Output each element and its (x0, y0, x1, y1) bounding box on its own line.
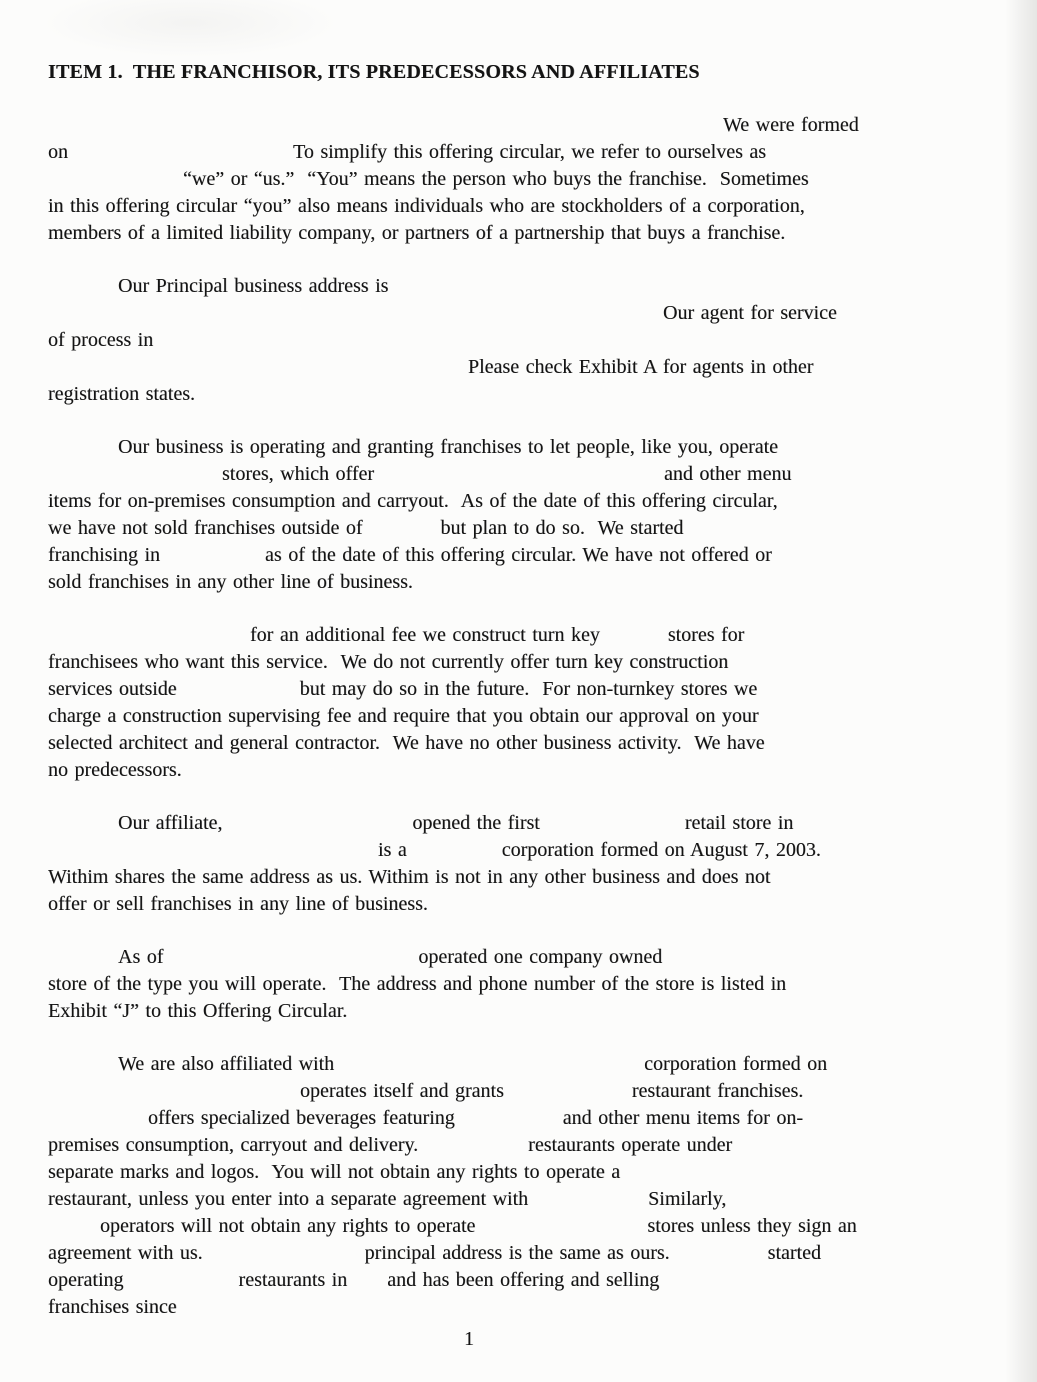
text-segment: we have not sold franchises outside of (48, 517, 363, 539)
scan-smudge (40, 0, 340, 58)
text-segment: Our affiliate, (118, 812, 223, 834)
redacted-blank (48, 129, 723, 131)
text-segment: restaurant franchises. (631, 1080, 804, 1102)
text-segment: no predecessors. (48, 759, 182, 781)
text-segment: for an additional fee we construct turn key (250, 624, 600, 646)
text-line (48, 944, 890, 971)
text-segment: agreement with us. (48, 1242, 203, 1264)
text-line (48, 488, 890, 515)
text-segment: corporation formed on August 7, 2003. (501, 839, 821, 861)
redacted-blank (407, 854, 502, 856)
text-line (48, 381, 890, 408)
text-line (48, 569, 890, 596)
text-segment: We are also affiliated with (118, 1053, 335, 1075)
text-segment: Our business is operating and granting franchises to let people, like you, operate (118, 436, 779, 458)
text-segment: and has been offering and selling (387, 1269, 660, 1291)
text-line (48, 1051, 890, 1078)
text-segment: store of the type you will operate. The address and phone number of the store is listed in (48, 973, 787, 995)
text-line (48, 1240, 890, 1267)
text-segment: retail store in (684, 812, 794, 834)
redacted-blank (48, 1122, 148, 1124)
text-segment: operating (48, 1269, 124, 1291)
text-segment: separate marks and logos. You will not obtain any rights to operate a (48, 1161, 621, 1183)
redacted-blank (418, 1149, 528, 1151)
text-line (48, 193, 890, 220)
text-segment: franchises since (48, 1296, 177, 1318)
text-line (48, 1132, 890, 1159)
text-line (48, 1186, 890, 1213)
page-number: 1 (464, 1328, 474, 1350)
text-segment: restaurants operate under (528, 1134, 733, 1156)
text-segment: started (767, 1242, 821, 1264)
text-segment: charge a construction supervising fee and require that you obtain our approval on your (48, 705, 759, 727)
text-segment: on (48, 141, 68, 163)
text-segment: items for on-premises consumption and carryout. As of the date of this offering circular, (48, 490, 778, 512)
redacted-blank (68, 156, 293, 158)
text-line (48, 891, 890, 918)
text-segment: franchisees who want this service. We do not currently offer turn key construction (48, 651, 729, 673)
text-segment: sold franchises in any other line of business. (48, 571, 413, 593)
text-segment: as of the date of this offering circular. We have not offered or (265, 544, 772, 566)
redacted-blank (203, 1257, 365, 1259)
text-line (48, 810, 890, 837)
redacted-blank (528, 1203, 648, 1205)
text-segment: Please check Exhibit A for agents in other (468, 356, 814, 378)
paragraph (48, 112, 890, 247)
paragraph (48, 434, 890, 596)
redacted-blank (48, 1068, 118, 1070)
text-segment: restaurants in (238, 1269, 348, 1291)
redacted-blank (48, 639, 250, 641)
text-line (48, 461, 890, 488)
redacted-blank (347, 1284, 387, 1286)
redacted-blank (48, 290, 118, 292)
text-segment: As of (118, 946, 164, 968)
redacted-blank (48, 371, 468, 373)
text-segment: Withim shares the same address as us. Withim is not in any other business and does not (48, 866, 771, 888)
text-segment: but may do so in the future. For non-turnkey stores we (299, 678, 758, 700)
paragraph (48, 810, 890, 918)
text-line (48, 273, 890, 300)
text-segment: To simplify this offering circular, we refer to ourselves as (293, 141, 767, 163)
text-segment: Our agent for service (663, 302, 837, 324)
text-segment: Our Principal business address is (118, 275, 389, 297)
text-segment: opened the first (412, 812, 540, 834)
text-segment: members of a limited liability company, or partners of a partnership that buys a franchise. (48, 222, 786, 244)
redacted-blank (48, 961, 118, 963)
text-line (48, 1294, 890, 1321)
text-line (48, 112, 890, 139)
text-line (48, 166, 890, 193)
redacted-blank (48, 1095, 300, 1097)
text-line (48, 998, 890, 1025)
text-segment: stores unless they sign an (647, 1215, 857, 1237)
redacted-blank (48, 451, 118, 453)
redacted-blank (48, 827, 118, 829)
text-line (48, 434, 890, 461)
text-line (48, 1213, 890, 1240)
text-line (48, 864, 890, 891)
text-line (48, 1267, 890, 1294)
text-segment: offers specialized beverages featuring (148, 1107, 455, 1129)
redacted-blank (334, 1068, 644, 1070)
text-segment: “we” or “us.” “You” means the person who buys the franchise. Sometimes (183, 168, 809, 190)
text-line (48, 354, 890, 381)
text-segment: operated one company owned (418, 946, 663, 968)
text-segment: but plan to do so. We started (440, 517, 684, 539)
redacted-blank (48, 317, 663, 319)
text-line (48, 676, 890, 703)
redacted-blank (504, 1095, 632, 1097)
text-segment: and other menu (664, 463, 792, 485)
text-line (48, 757, 890, 784)
redacted-blank (222, 827, 412, 829)
text-segment: selected architect and general contractor. We have no other business activity. We have (48, 732, 765, 754)
redacted-blank (48, 854, 378, 856)
text-line (48, 622, 890, 649)
text-segment: Similarly, (648, 1188, 727, 1210)
text-segment: registration states. (48, 383, 196, 405)
paragraph (48, 273, 890, 408)
redacted-blank (362, 532, 440, 534)
redacted-blank (163, 961, 418, 963)
redacted-blank (540, 827, 685, 829)
text-segment: We were formed (723, 114, 859, 136)
text-line (48, 649, 890, 676)
redacted-blank (124, 1284, 239, 1286)
redacted-blank (670, 1257, 768, 1259)
text-line (48, 730, 890, 757)
redacted-blank (177, 693, 300, 695)
text-segment: of process in (48, 329, 154, 351)
section-heading: ITEM 1. THE FRANCHISOR, ITS PREDECESSORS AND AFFILIATES (48, 61, 700, 83)
text-line (48, 542, 890, 569)
redacted-blank (455, 1122, 563, 1124)
redacted-blank (160, 559, 265, 561)
redacted-blank (48, 183, 183, 185)
text-line (48, 703, 890, 730)
text-segment: restaurant, unless you enter into a separate agreement with (48, 1188, 529, 1210)
paragraph (48, 944, 890, 1025)
paragraph (48, 622, 890, 784)
text-segment: offer or sell franchises in any line of business. (48, 893, 428, 915)
text-line (48, 139, 890, 166)
document-content (48, 60, 890, 1347)
text-line (48, 327, 890, 354)
text-line (48, 515, 890, 542)
text-line (48, 1159, 890, 1186)
text-line (48, 220, 890, 247)
text-segment: and other menu items for on- (562, 1107, 803, 1129)
text-segment: corporation formed on (644, 1053, 828, 1075)
text-line (48, 1105, 890, 1132)
text-segment: services outside (48, 678, 177, 700)
redacted-blank (374, 478, 664, 480)
text-segment: stores, which offer (222, 463, 375, 485)
paragraph (48, 1051, 890, 1321)
text-segment: principal address is the same as ours. (364, 1242, 670, 1264)
document-body (48, 112, 890, 1321)
text-line (48, 971, 890, 998)
redacted-blank (48, 478, 222, 480)
text-segment: Exhibit “J” to this Offering Circular. (48, 1000, 348, 1022)
scan-edge-shadow (1005, 0, 1037, 1382)
text-segment: is a (378, 839, 407, 861)
text-line (48, 837, 890, 864)
text-segment: in this offering circular “you” also means individuals who are stockholders of a corporation, (48, 195, 805, 217)
text-segment: stores for (667, 624, 745, 646)
redacted-blank (600, 639, 668, 641)
text-line (48, 300, 890, 327)
text-segment: operators will not obtain any rights to operate (100, 1215, 476, 1237)
redacted-blank (475, 1230, 647, 1232)
redacted-blank (48, 1230, 100, 1232)
text-segment: operates itself and grants (300, 1080, 504, 1102)
text-line (48, 1078, 890, 1105)
text-segment: premises consumption, carryout and delivery. (48, 1134, 419, 1156)
text-segment: franchising in (48, 544, 161, 566)
